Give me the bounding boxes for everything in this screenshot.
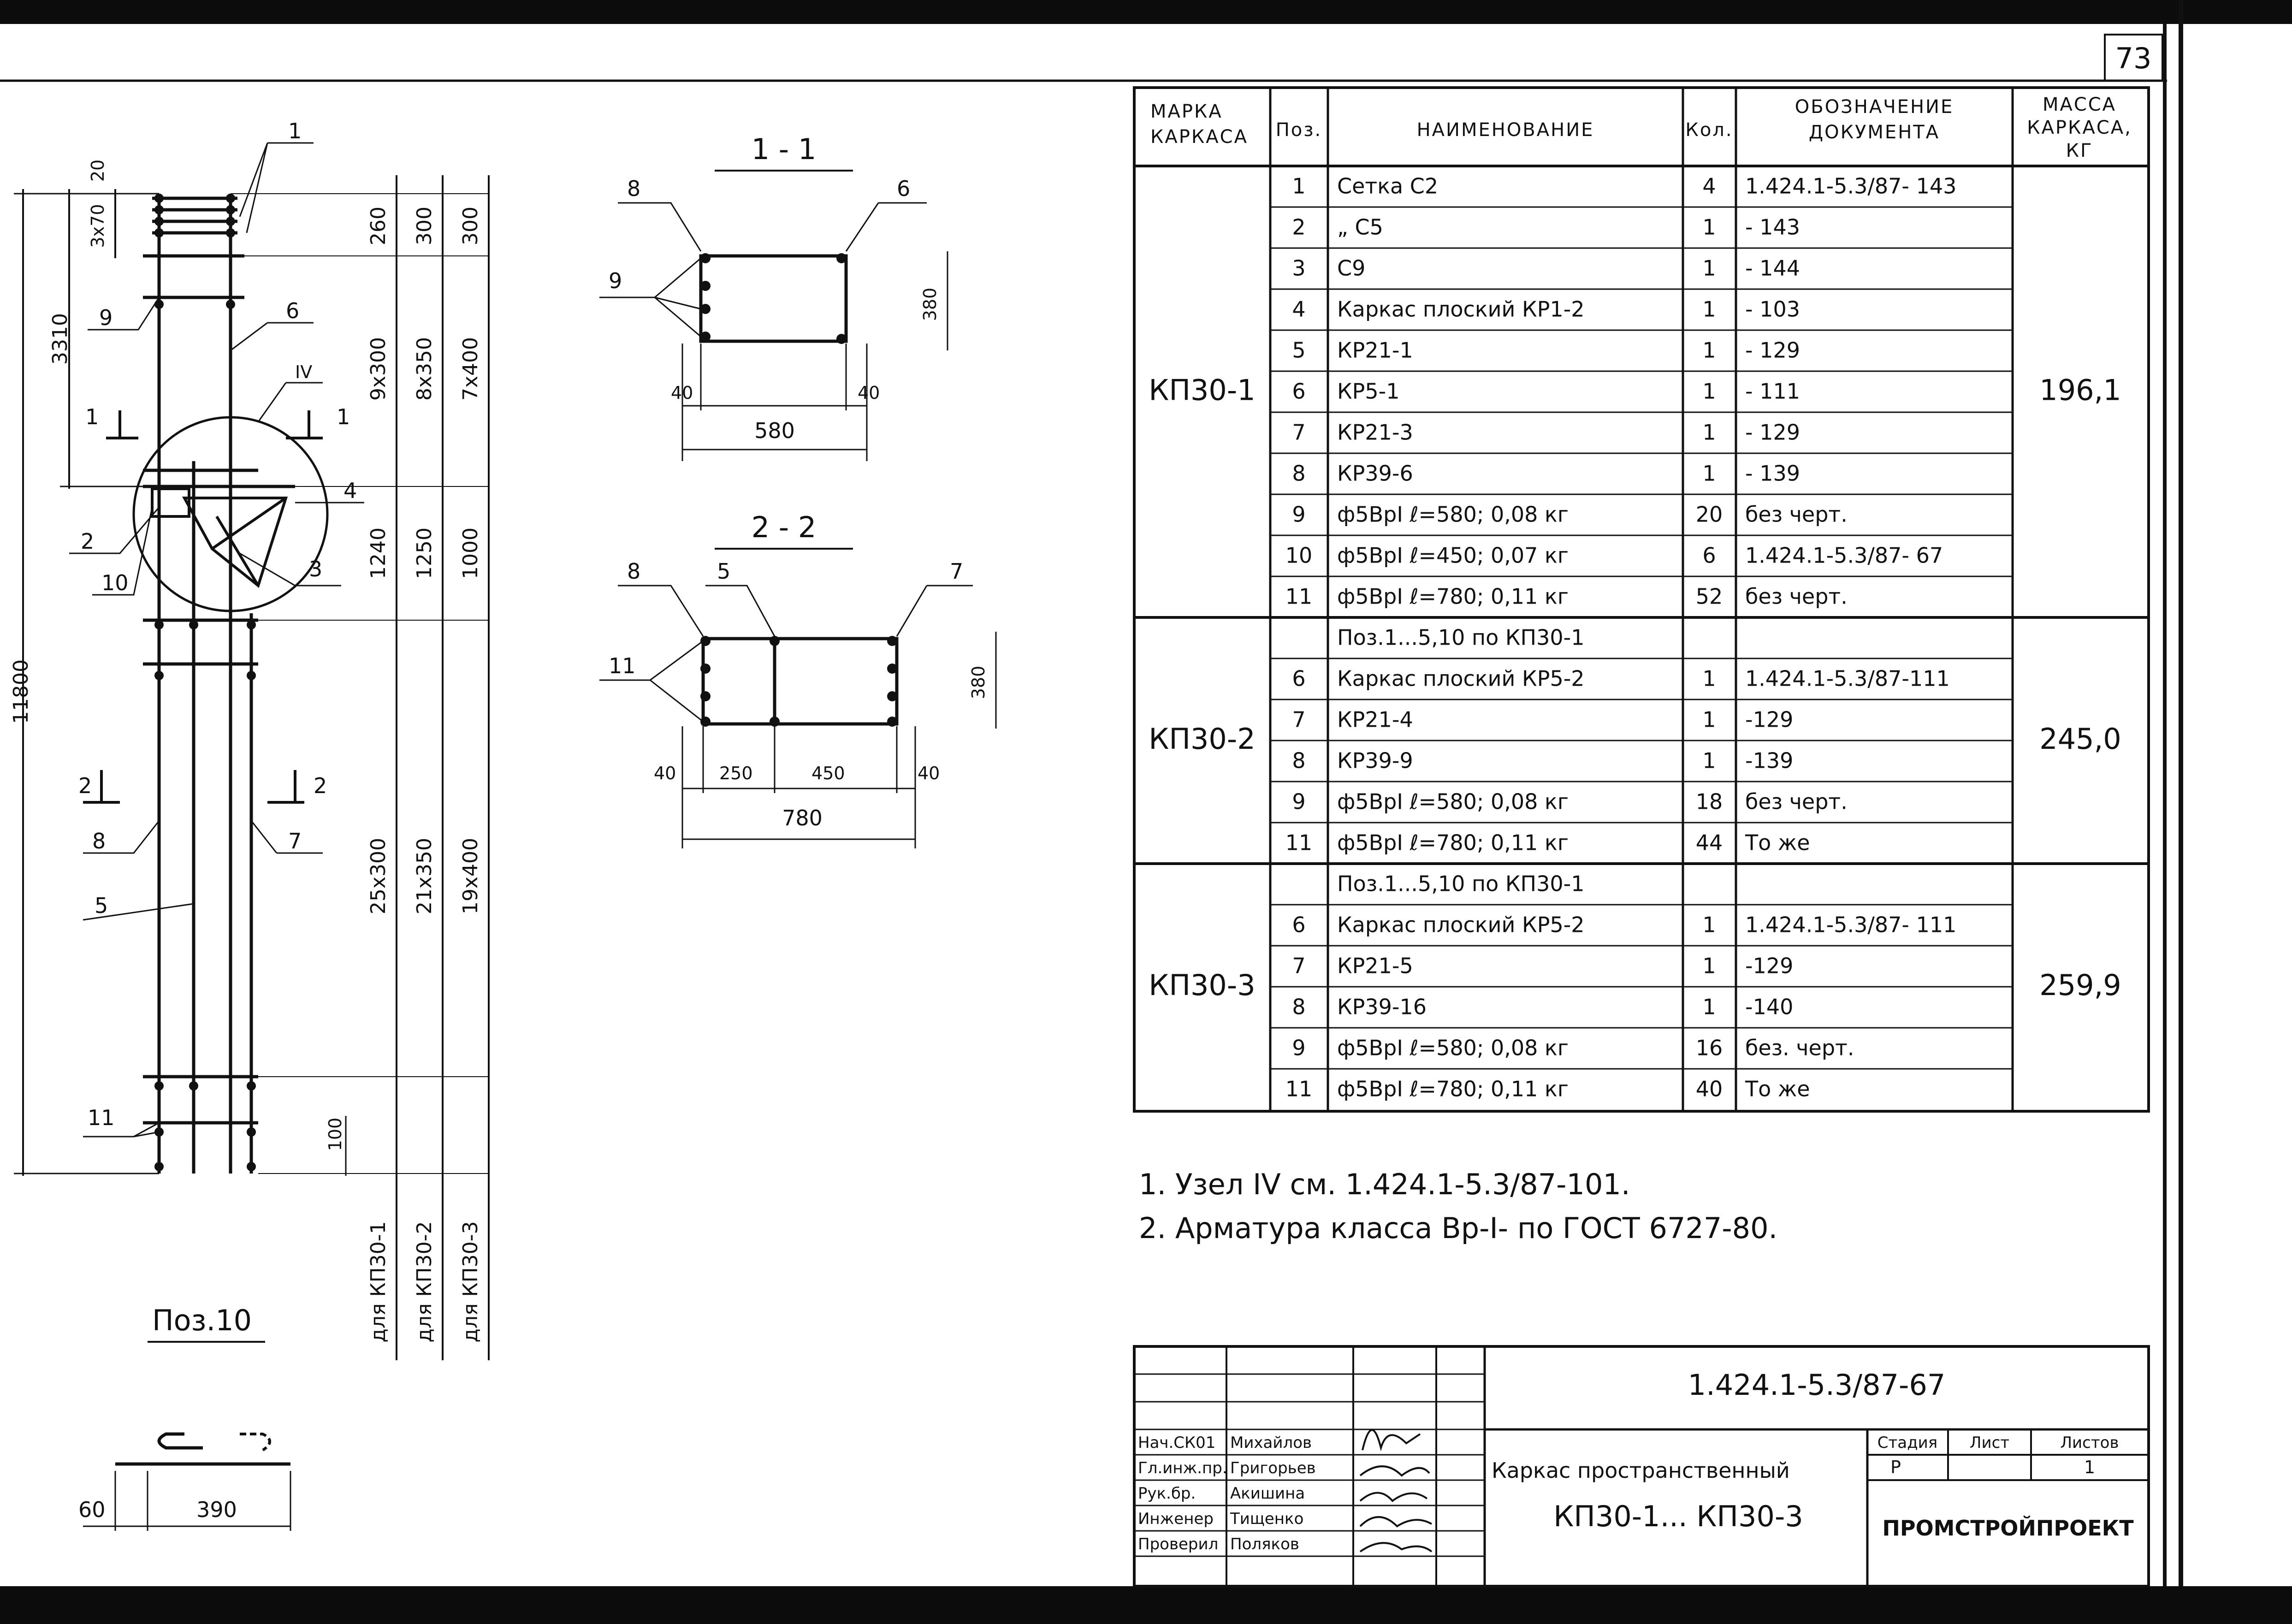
tb-person: Тищенко: [1230, 1510, 1304, 1528]
hdr-mass-1: МАССА: [2042, 94, 2117, 115]
tb-org: ПРОМСТРОЙПРОЕКТ: [1882, 1516, 2134, 1541]
spec-qty: 16: [1695, 1035, 1723, 1061]
spec-doc: - 139: [1745, 461, 1800, 486]
spec-qty: 1: [1702, 296, 1716, 322]
spec-doc: 1.424.1-5.3/87-111: [1745, 666, 1950, 691]
sec1-callout-6: 6: [897, 176, 911, 201]
spec-qty: 6: [1702, 543, 1716, 568]
top-border-band: [0, 0, 2292, 24]
spec-name: КР39-9: [1337, 748, 1413, 773]
section-1-1-title: 1 - 1: [751, 132, 817, 166]
callout-4: 4: [344, 478, 357, 503]
callout-3: 3: [309, 557, 323, 581]
spec-pos: 10: [1285, 543, 1313, 568]
spec-name: Каркас плоский КР1-2: [1337, 296, 1585, 322]
sec1-callout-8: 8: [627, 176, 641, 201]
spec-pos: 6: [1292, 666, 1306, 691]
spec-pos: 9: [1292, 502, 1306, 527]
spec-doc: без черт.: [1745, 502, 1848, 527]
spec-qty: 52: [1695, 584, 1723, 609]
spec-name: КР21-4: [1337, 707, 1413, 732]
spec-doc: без черт.: [1745, 584, 1848, 609]
spec-doc: 1.424.1-5.3/87- 111: [1745, 912, 1957, 937]
cut-1-left: 1: [85, 404, 99, 429]
dim-col2-d: 21x350: [413, 837, 436, 915]
hdr-mass-2: КАРКАСА,: [2027, 117, 2132, 138]
note-2: 2. Арматура класса Вр-I- по ГОСТ 6727-80.: [1139, 1211, 1778, 1245]
tb-person: Акишина: [1230, 1484, 1305, 1503]
spec-pos: 8: [1292, 994, 1306, 1019]
spec-pos: 11: [1285, 830, 1313, 855]
spec-table: [1134, 88, 2149, 1111]
spec-name: ф5ВрI ℓ=580; 0,08 кг: [1337, 1035, 1569, 1061]
tb-role: Нач.СК01: [1138, 1434, 1216, 1452]
for-kp30-3: для КП30-3: [459, 1221, 482, 1343]
dim-col1-c: 1240: [367, 528, 390, 579]
dim-11800: 11800: [9, 659, 33, 724]
spec-group-mark: КП30-1: [1149, 373, 1256, 407]
spec-group-mass: 259,9: [2039, 968, 2121, 1002]
callout-11: 11: [88, 1105, 115, 1130]
dim-col1-b: 9x300: [367, 337, 390, 401]
dim-3310: 3310: [48, 313, 72, 365]
spec-pos: 9: [1292, 789, 1306, 814]
elevation-view: [9, 119, 489, 1360]
spec-qty: 1: [1702, 994, 1716, 1019]
spec-doc: -129: [1745, 707, 1794, 732]
dim-col3-a: 300: [459, 207, 482, 245]
cut-2-right: 2: [314, 773, 327, 798]
poz10-label: Поз.10: [152, 1304, 252, 1337]
bottom-border-band: [0, 1586, 2292, 1624]
dim-col1-d: 25x300: [367, 837, 390, 915]
spec-doc: -140: [1745, 994, 1794, 1019]
dim-bottom-100: 100: [325, 1117, 345, 1151]
spec-qty: 1: [1702, 214, 1716, 240]
callout-2: 2: [81, 529, 95, 554]
spec-qty: 20: [1695, 502, 1723, 527]
tb-person: Поляков: [1230, 1535, 1299, 1553]
tb-stage-label: Стадия: [1877, 1434, 1938, 1452]
hdr-mass-3: КГ: [2066, 140, 2093, 161]
sec1-dim-580: 580: [754, 418, 795, 443]
spec-qty: 1: [1702, 420, 1716, 445]
spec-name: „ С5: [1337, 214, 1383, 240]
callout-iv: IV: [295, 362, 313, 382]
sec2-callout-8: 8: [627, 559, 641, 584]
hdr-doc-1: ОБОЗНАЧЕНИЕ: [1795, 96, 1954, 118]
spec-doc: - 143: [1745, 214, 1800, 240]
cut-1-right: 1: [337, 404, 350, 429]
callout-9: 9: [99, 305, 113, 330]
dim-3x70: 3x70: [88, 204, 108, 248]
spec-pos: 6: [1292, 379, 1306, 404]
tb-stage: Р: [1890, 1457, 1901, 1477]
dim-col1-a: 260: [367, 207, 390, 245]
dim-col3-d: 19x400: [459, 837, 482, 915]
spec-name: Сетка С2: [1337, 173, 1439, 199]
sec2-callout-7: 7: [950, 559, 964, 584]
cut-2-left: 2: [78, 773, 92, 798]
hdr-doc-2: ДОКУМЕНТА: [1808, 122, 1940, 143]
bracket-triangle: [184, 498, 286, 586]
spec-name: ф5ВрI ℓ=780; 0,11 кг: [1337, 584, 1569, 609]
title-block: [1134, 1346, 2149, 1586]
spec-doc: без. черт.: [1745, 1035, 1854, 1061]
spec-name: С9: [1337, 255, 1366, 281]
spec-name: КР21-1: [1337, 338, 1413, 363]
callout-10: 10: [101, 570, 129, 595]
spec-doc: То же: [1745, 1076, 1810, 1102]
spec-pos: 11: [1285, 584, 1313, 609]
spec-qty: 1: [1702, 707, 1716, 732]
tb-title-1: Каркас пространственный: [1492, 1458, 1790, 1483]
spec-pos: 9: [1292, 1035, 1306, 1061]
spec-qty: 1: [1702, 255, 1716, 281]
sec2-dim-780: 780: [782, 806, 823, 830]
dim-col2-a: 300: [413, 207, 436, 245]
tb-sheets-label: Листов: [2060, 1434, 2119, 1452]
tb-code: 1.424.1-5.3/87-67: [1688, 1368, 1946, 1402]
tb-sheets: 1: [2084, 1457, 2096, 1477]
section-1-1: [599, 132, 948, 461]
poz10-detail: [78, 1304, 290, 1531]
section-2-2: [599, 510, 996, 848]
spec-pos: 7: [1292, 953, 1306, 978]
spec-qty: 1: [1702, 953, 1716, 978]
sec2-dim-380: 380: [968, 665, 989, 699]
sheet-number: 73: [2115, 41, 2152, 75]
spec-doc: 1.424.1-5.3/87- 67: [1745, 543, 1943, 568]
spec-pos: 8: [1292, 748, 1306, 773]
spec-pos: 7: [1292, 707, 1306, 732]
callout-1: 1: [288, 119, 302, 143]
spec-name: Поз.1...5,10 по КП30-1: [1337, 871, 1585, 896]
spec-name: ф5ВрI ℓ=450; 0,07 кг: [1337, 543, 1569, 568]
top-mesh: [143, 198, 295, 1123]
sec2-dim-40b: 40: [918, 763, 940, 783]
callout-6: 6: [286, 298, 300, 323]
spec-name: ф5ВрI ℓ=580; 0,08 кг: [1337, 789, 1569, 814]
hdr-mark-1: МАРКА: [1150, 101, 1223, 122]
spec-group-mark: КП30-3: [1149, 968, 1256, 1002]
hdr-mark-2: КАРКАСА: [1150, 126, 1248, 148]
spec-doc: 1.424.1-5.3/87- 143: [1745, 173, 1957, 199]
spec-qty: 44: [1695, 830, 1723, 855]
spec-pos: 2: [1292, 214, 1306, 240]
sec1-dim-40a: 40: [671, 383, 693, 403]
spec-name: Каркас плоский КР5-2: [1337, 912, 1585, 937]
spec-name: КР21-3: [1337, 420, 1413, 445]
bar-dots: [154, 194, 256, 1171]
spec-group-mark: КП30-2: [1149, 722, 1256, 756]
dim-20: 20: [88, 159, 108, 182]
spec-qty: 18: [1695, 789, 1723, 814]
dim-col3-c: 1000: [459, 528, 482, 579]
hdr-qty: Кол.: [1685, 119, 1733, 141]
spec-doc: без черт.: [1745, 789, 1848, 814]
spec-name: КР5-1: [1337, 379, 1400, 404]
tb-person: Михайлов: [1230, 1434, 1312, 1452]
spec-name: ф5ВрI ℓ=780; 0,11 кг: [1337, 830, 1569, 855]
spec-name: Каркас плоский КР5-2: [1337, 666, 1585, 691]
dim-col3-b: 7x400: [459, 337, 482, 401]
sec2-dim-450: 450: [811, 763, 845, 783]
tb-role: Инженер: [1138, 1510, 1214, 1528]
dim-col2-b: 8x350: [413, 337, 436, 401]
spec-name: ф5ВрI ℓ=580; 0,08 кг: [1337, 502, 1569, 527]
tb-role: Гл.инж.пр.: [1138, 1459, 1227, 1477]
spec-group-mass: 196,1: [2039, 373, 2121, 407]
hdr-name: НАИМЕНОВАНИЕ: [1416, 119, 1594, 141]
spec-doc: - 144: [1745, 255, 1800, 281]
spec-name: Поз.1...5,10 по КП30-1: [1337, 625, 1585, 650]
signatures: [1360, 1430, 1432, 1552]
callout-7: 7: [288, 829, 302, 853]
dim-col2-c: 1250: [413, 528, 436, 579]
tb-role: Проверил: [1138, 1535, 1219, 1553]
tb-role: Рук.бр.: [1138, 1484, 1196, 1503]
spec-pos: 4: [1292, 296, 1306, 322]
spec-pos: 5: [1292, 338, 1306, 363]
for-kp30-1: для КП30-1: [367, 1221, 390, 1343]
spec-doc: -139: [1745, 748, 1794, 773]
spec-name: КР21-5: [1337, 953, 1413, 978]
tb-title-2: КП30-1... КП30-3: [1553, 1500, 1803, 1533]
sec2-dim-250: 250: [719, 763, 753, 783]
spec-doc: - 111: [1745, 379, 1800, 404]
section-2-2-title: 2 - 2: [751, 510, 817, 544]
sec1-dim-380: 380: [920, 287, 940, 321]
sec2-callout-11: 11: [609, 653, 636, 678]
callout-8: 8: [92, 829, 106, 853]
spec-pos: 7: [1292, 420, 1306, 445]
for-kp30-2: для КП30-2: [413, 1221, 436, 1343]
spec-qty: 1: [1702, 461, 1716, 486]
spec-qty: 1: [1702, 748, 1716, 773]
spec-qty: 1: [1702, 379, 1716, 404]
tb-person: Григорьев: [1230, 1459, 1316, 1477]
spec-doc: - 129: [1745, 420, 1800, 445]
spec-qty: 4: [1702, 173, 1716, 199]
sec2-dim-40a: 40: [654, 763, 676, 783]
sec1-dim-40b: 40: [858, 383, 880, 403]
spec-doc: - 103: [1745, 296, 1800, 322]
sec1-callout-9: 9: [609, 268, 622, 293]
spec-name: КР39-16: [1337, 994, 1427, 1019]
spec-doc: - 129: [1745, 338, 1800, 363]
spec-doc: То же: [1745, 830, 1810, 855]
spec-group-mass: 245,0: [2039, 722, 2121, 756]
tb-sheet-label: Лист: [1969, 1434, 2010, 1452]
note-1: 1. Узел IV см. 1.424.1-5.3/87-101.: [1139, 1168, 1630, 1201]
spec-qty: 1: [1702, 666, 1716, 691]
callout-5: 5: [95, 893, 108, 918]
poz10-dim-60: 60: [78, 1497, 106, 1522]
spec-name: КР39-6: [1337, 461, 1413, 486]
spec-pos: 1: [1292, 173, 1306, 199]
spec-doc: -129: [1745, 953, 1794, 978]
spec-name: ф5ВрI ℓ=780; 0,11 кг: [1337, 1076, 1569, 1102]
spec-pos: 11: [1285, 1076, 1313, 1102]
spec-pos: 8: [1292, 461, 1306, 486]
spec-body: [1134, 174, 2149, 1102]
poz10-dim-390: 390: [196, 1497, 237, 1522]
hdr-pos: Поз.: [1275, 119, 1322, 141]
sec2-callout-5: 5: [717, 559, 731, 584]
spec-pos: 6: [1292, 912, 1306, 937]
spec-qty: 1: [1702, 338, 1716, 363]
spec-qty: 1: [1702, 912, 1716, 937]
spec-pos: 3: [1292, 255, 1306, 281]
spec-qty: 40: [1695, 1076, 1723, 1102]
